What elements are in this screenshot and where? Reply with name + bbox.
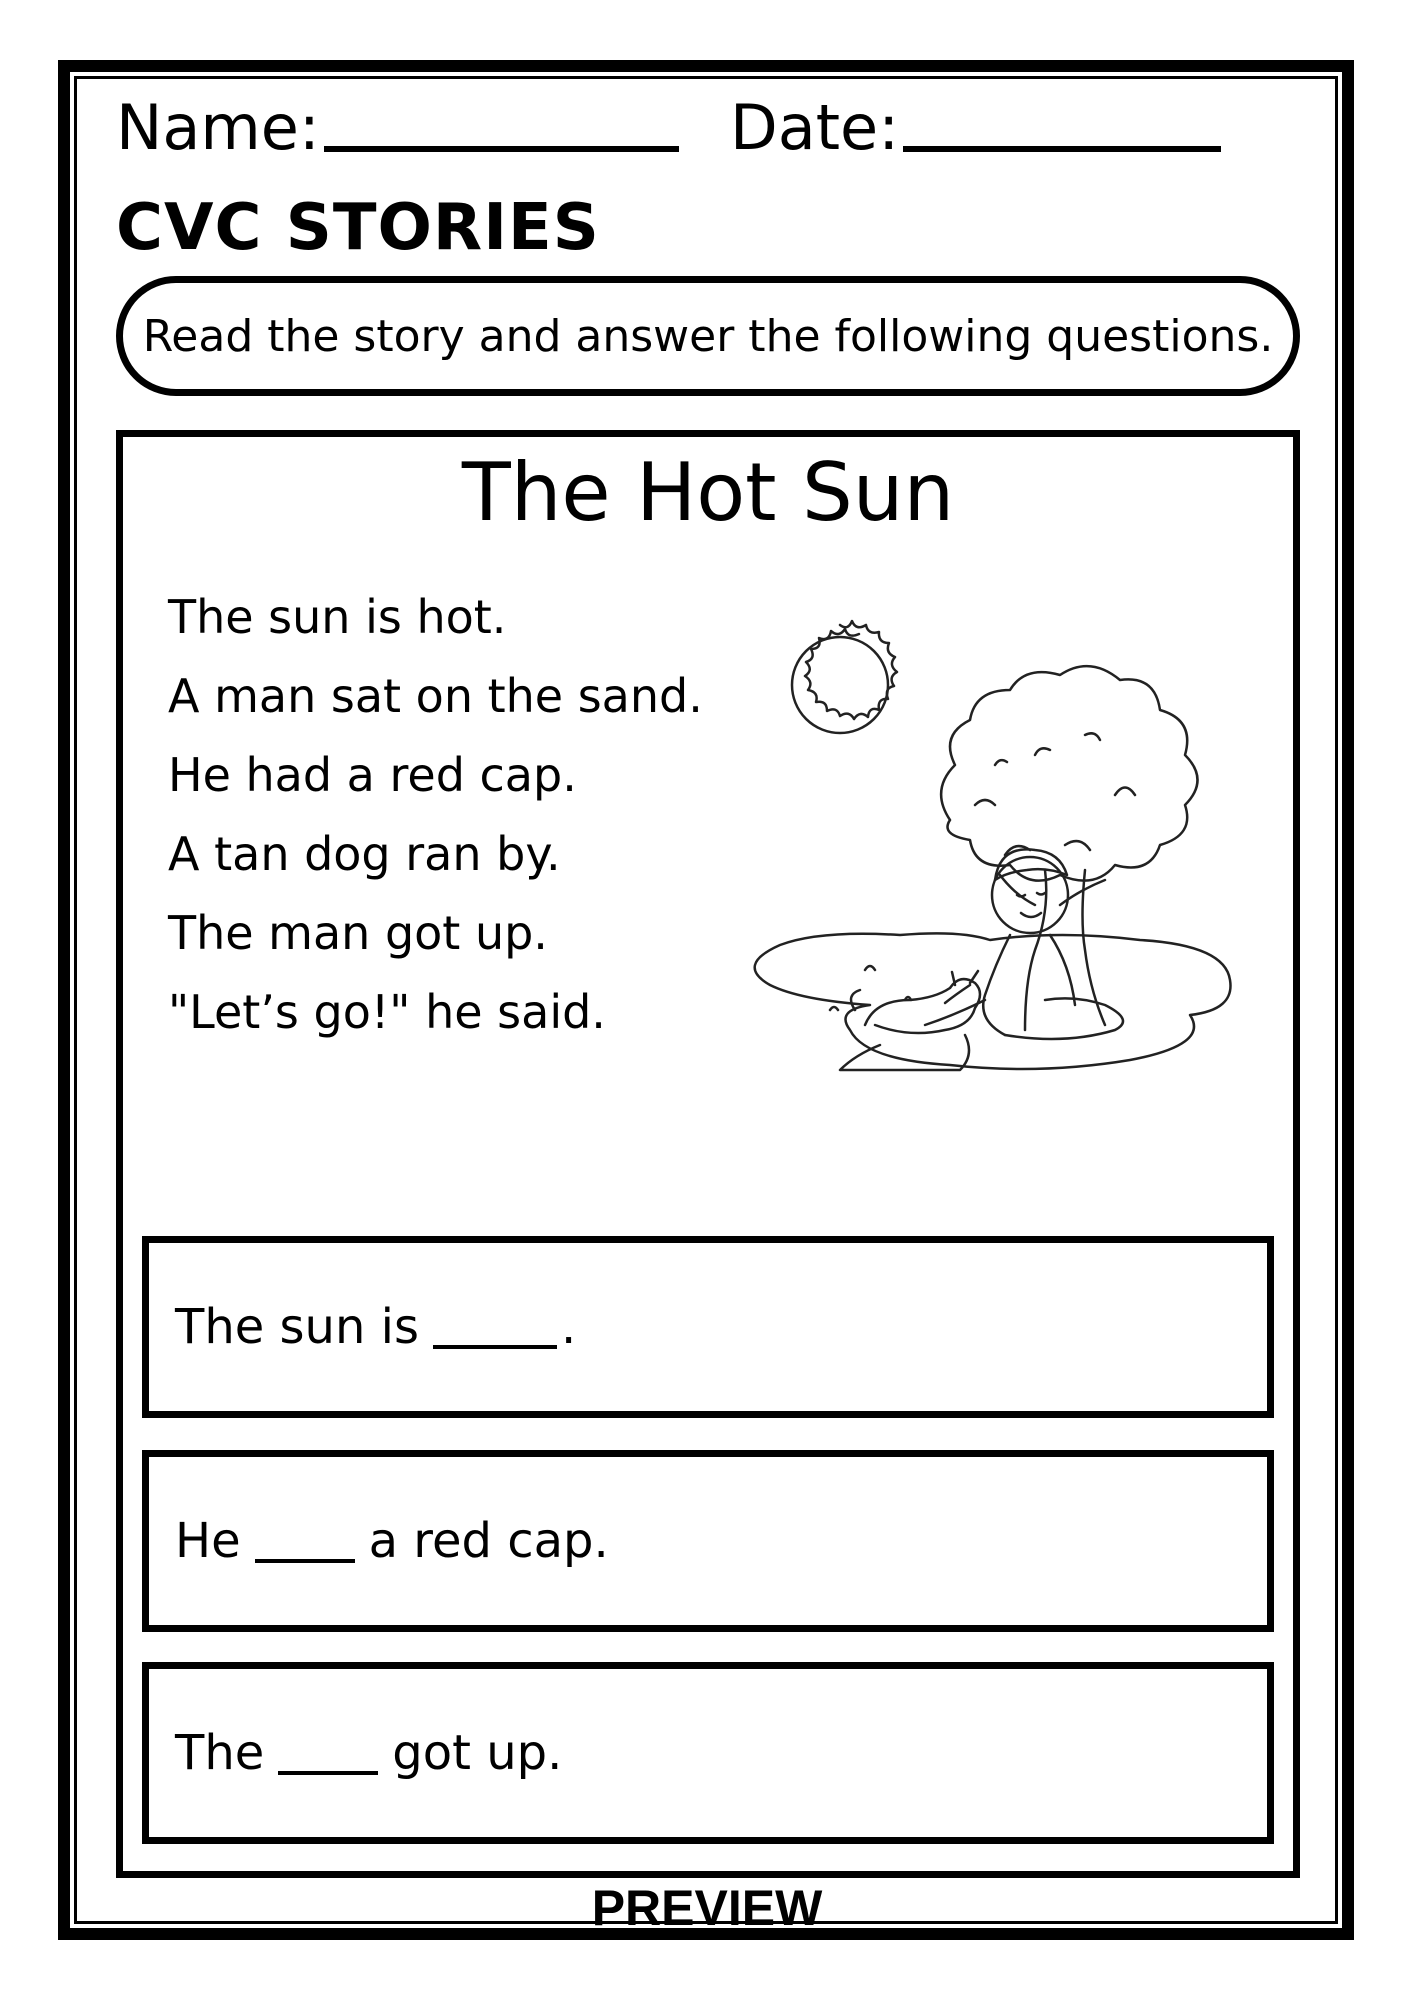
answer-blank[interactable] bbox=[433, 1305, 557, 1349]
story-line: The man got up. bbox=[168, 906, 548, 960]
dog-icon bbox=[840, 971, 980, 1070]
sun-icon bbox=[792, 621, 897, 733]
answer-blank[interactable] bbox=[278, 1731, 378, 1775]
question-text: a red cap. bbox=[368, 1513, 609, 1569]
instruction-text: Read the story and answer the following questions. bbox=[142, 310, 1274, 362]
question-text: He bbox=[175, 1513, 241, 1569]
preview-watermark: PREVIEW bbox=[591, 1880, 823, 1936]
story-line: The sun is hot. bbox=[168, 590, 507, 644]
story-text bbox=[168, 578, 703, 1052]
question-text: got up. bbox=[392, 1725, 563, 1781]
worksheet-title: CVC STORIES bbox=[116, 191, 600, 265]
instruction-box bbox=[116, 276, 1300, 396]
ground-icon bbox=[755, 933, 1231, 1069]
story-line: He had a red cap. bbox=[168, 748, 577, 802]
story-title: The Hot Sun bbox=[461, 446, 955, 539]
question-box-3 bbox=[142, 1662, 1274, 1844]
question-text: The sun is bbox=[175, 1299, 419, 1355]
date-label: Date: bbox=[730, 91, 900, 164]
question-box-2 bbox=[142, 1450, 1274, 1632]
name-blank-line[interactable] bbox=[324, 146, 679, 152]
question-box-1 bbox=[142, 1236, 1274, 1418]
date-blank-line[interactable] bbox=[903, 146, 1221, 152]
sun-tree-man-dog-illustration bbox=[715, 605, 1235, 1095]
story-line: A man sat on the sand. bbox=[168, 669, 703, 723]
answer-blank[interactable] bbox=[255, 1519, 355, 1563]
date-field bbox=[730, 92, 1221, 164]
story-line: A tan dog ran by. bbox=[168, 827, 561, 881]
name-label: Name: bbox=[116, 91, 320, 164]
story-line: "Let’s go!" he said. bbox=[168, 985, 606, 1039]
name-field bbox=[116, 92, 679, 164]
question-text: . bbox=[560, 1299, 577, 1355]
question-text: The bbox=[175, 1725, 265, 1781]
